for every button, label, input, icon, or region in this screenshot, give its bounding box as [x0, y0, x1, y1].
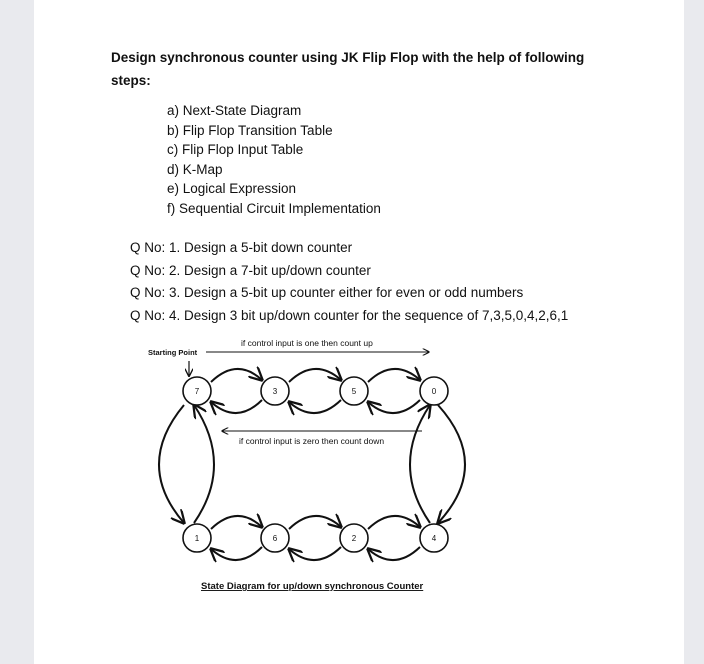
- state-label: 6: [272, 534, 278, 543]
- transition-edge: [368, 547, 420, 560]
- state-node: [183, 524, 211, 552]
- transition-edge: [211, 547, 262, 560]
- question-item: Q No: 3. Design a 5-bit up counter either for even or odd numbers: [130, 285, 524, 300]
- step-item: f) Sequential Circuit Implementation: [167, 200, 381, 216]
- question-item: Q No: 4. Design 3 bit up/down counter for the sequence of 7,3,5,0,4,2,6,1: [130, 307, 569, 323]
- transition-edge: [211, 400, 262, 413]
- state-node: [420, 377, 448, 405]
- step-item: b) Flip Flop Transition Table: [167, 122, 333, 138]
- state-label: 3: [272, 387, 278, 396]
- state-diagram: [34, 0, 684, 664]
- state-label: 5: [351, 387, 357, 396]
- state-label: 2: [351, 534, 357, 543]
- step-item: d) K-Map: [167, 161, 223, 177]
- document-page: [34, 0, 684, 664]
- question-item: Q No: 2. Design a 7-bit up/down counter: [130, 262, 371, 278]
- state-label: 4: [431, 534, 437, 543]
- state-node: [261, 377, 289, 405]
- count-up-label: if control input is one then count up: [241, 338, 373, 348]
- state-node: [340, 524, 368, 552]
- transition-edge: [368, 516, 420, 529]
- state-node: [340, 377, 368, 405]
- transition-edge: [410, 405, 430, 523]
- transition-edge: [194, 405, 214, 523]
- step-item: a) Next-State Diagram: [167, 103, 302, 118]
- transition-edge: [438, 405, 465, 523]
- state-label: 0: [431, 387, 437, 396]
- step-item: c) Flip Flop Input Table: [167, 142, 304, 157]
- transition-edge: [368, 400, 420, 413]
- state-label: 7: [194, 387, 200, 396]
- assignment-heading: Design synchronous counter using JK Flip Flop with the help of following steps:: [111, 50, 585, 88]
- transition-edge: [211, 516, 262, 529]
- transition-edge: [211, 369, 262, 382]
- diagram-caption: State Diagram for up/down synchronous Counter: [201, 581, 424, 592]
- question-item: Q No: 1. Design a 5-bit down counter: [130, 240, 353, 255]
- state-label: 1: [194, 534, 200, 543]
- count-down-label: if control input is zero then count down: [239, 436, 385, 446]
- transition-edge: [289, 400, 341, 413]
- transition-edge: [289, 369, 341, 382]
- transition-edge: [159, 405, 184, 523]
- step-item: e) Logical Expression: [167, 181, 297, 196]
- state-node: [183, 377, 211, 405]
- state-node: [261, 524, 289, 552]
- transition-edge: [368, 369, 420, 382]
- transition-edge: [289, 516, 341, 529]
- state-node: [420, 524, 448, 552]
- start-label: Starting Point: [148, 348, 198, 357]
- transition-edge: [289, 547, 341, 560]
